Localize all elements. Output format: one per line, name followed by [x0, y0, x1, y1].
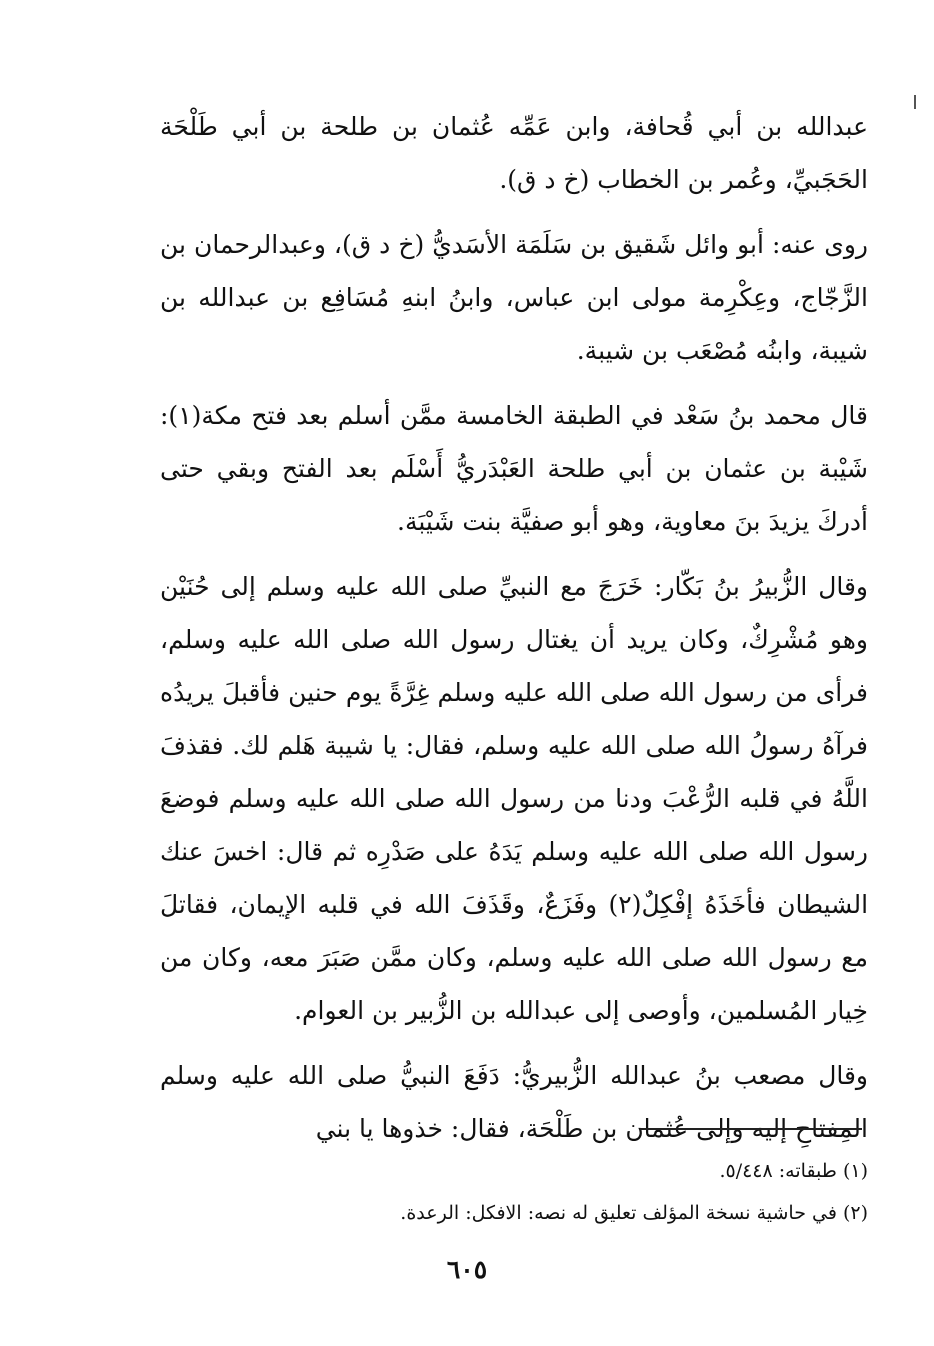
page-number: ٦٠٥ — [446, 1255, 488, 1284]
paragraph-5: وقال مصعب بنُ عبدالله الزُّبيريُّ: دَفَعَ النبيُّ صلى الله عليه وسلم المِفتاحِ إليه وإلى عُثمان بن طَلْحَة، فقال: خذوها يا بني — [160, 1061, 868, 1143]
paragraph-1: عبدالله بن أبي قُحافة، وابن عَمِّه عُثمان بن طلحة بن أبي طَلْحَة الحَجَبيِّ، وعُمر بن الخطاب (خ د ق). — [160, 112, 868, 194]
paragraph-2: روى عنه: أبو وائل شَقيق بن سَلَمَة الأسَديُّ (خ د ق)، وعبدالرحمان بن الزَّجّاج، وعِكْرِمة مولى ابن عباس، وابنُ ابنهِ مُسَافِع بن عبدالله بن شيبة، وابنُه مُصْعَب بن شيبة. — [160, 230, 868, 365]
paragraph-4: وقال الزُّبيرُ بنُ بَكّار: خَرَجَ مع النبيِّ صلى الله عليه وسلم إلى حُنَيْن وهو مُشْرِكٌ، وكان يريد أن يغتال رسول الله صلى الله عليه وسلم، فرأى من رسول الله صلى الله عليه وسلم غِرَّةً يوم حنين فأقبلَ يريدُه فرآهُ رسولُ الله صلى الله عليه وسلم، فقال: يا شيبة هَلم لك. فقذفَ اللَّهُ في قلبه الرُّعْبَ ودنا من رسول الله صلى الله عليه وسلم فوضعَ رسول الله صلى الله عليه وسلم يَدَهُ على صَدْرِه ثم قال: اخسَ عنك الشيطان فأخَذَهُ إفْكِلٌ(٢) وفَزَعٌ، وقَذَفَ الله في قلبه الإيمان، فقاتلَ مع رسول الله صلى الله عليه وسلم، وكان ممَّن صَبَرَ معه، وكان من خِيار المُسلمين، وأوصى إلى عبدالله بن الزُّبير بن العوام. — [160, 572, 869, 1025]
margin-mark — [914, 95, 916, 109]
paragraph-3: قال محمد بنُ سَعْد في الطبقة الخامسة ممَّن أسلم بعد فتح مكة(١): شَيْبة بن عثمان بن أبي طلحة العَبْدَريُّ أَسْلَم بعد الفتح وبقي حتى أدركَ يزيدَ بنَ معاوية، وهو أبو صفيَّة بنت شَيْبَة. — [160, 401, 868, 536]
footnote-divider — [640, 1128, 862, 1130]
footnotes — [160, 1150, 868, 1234]
page-body — [160, 100, 868, 1167]
footnote-1: (١) طبقاته: ٥/٤٤٨. — [719, 1160, 868, 1182]
footnote-2: (٢) في حاشية نسخة المؤلف تعليق له نصه: الافكل: الرعدة. — [400, 1202, 868, 1224]
